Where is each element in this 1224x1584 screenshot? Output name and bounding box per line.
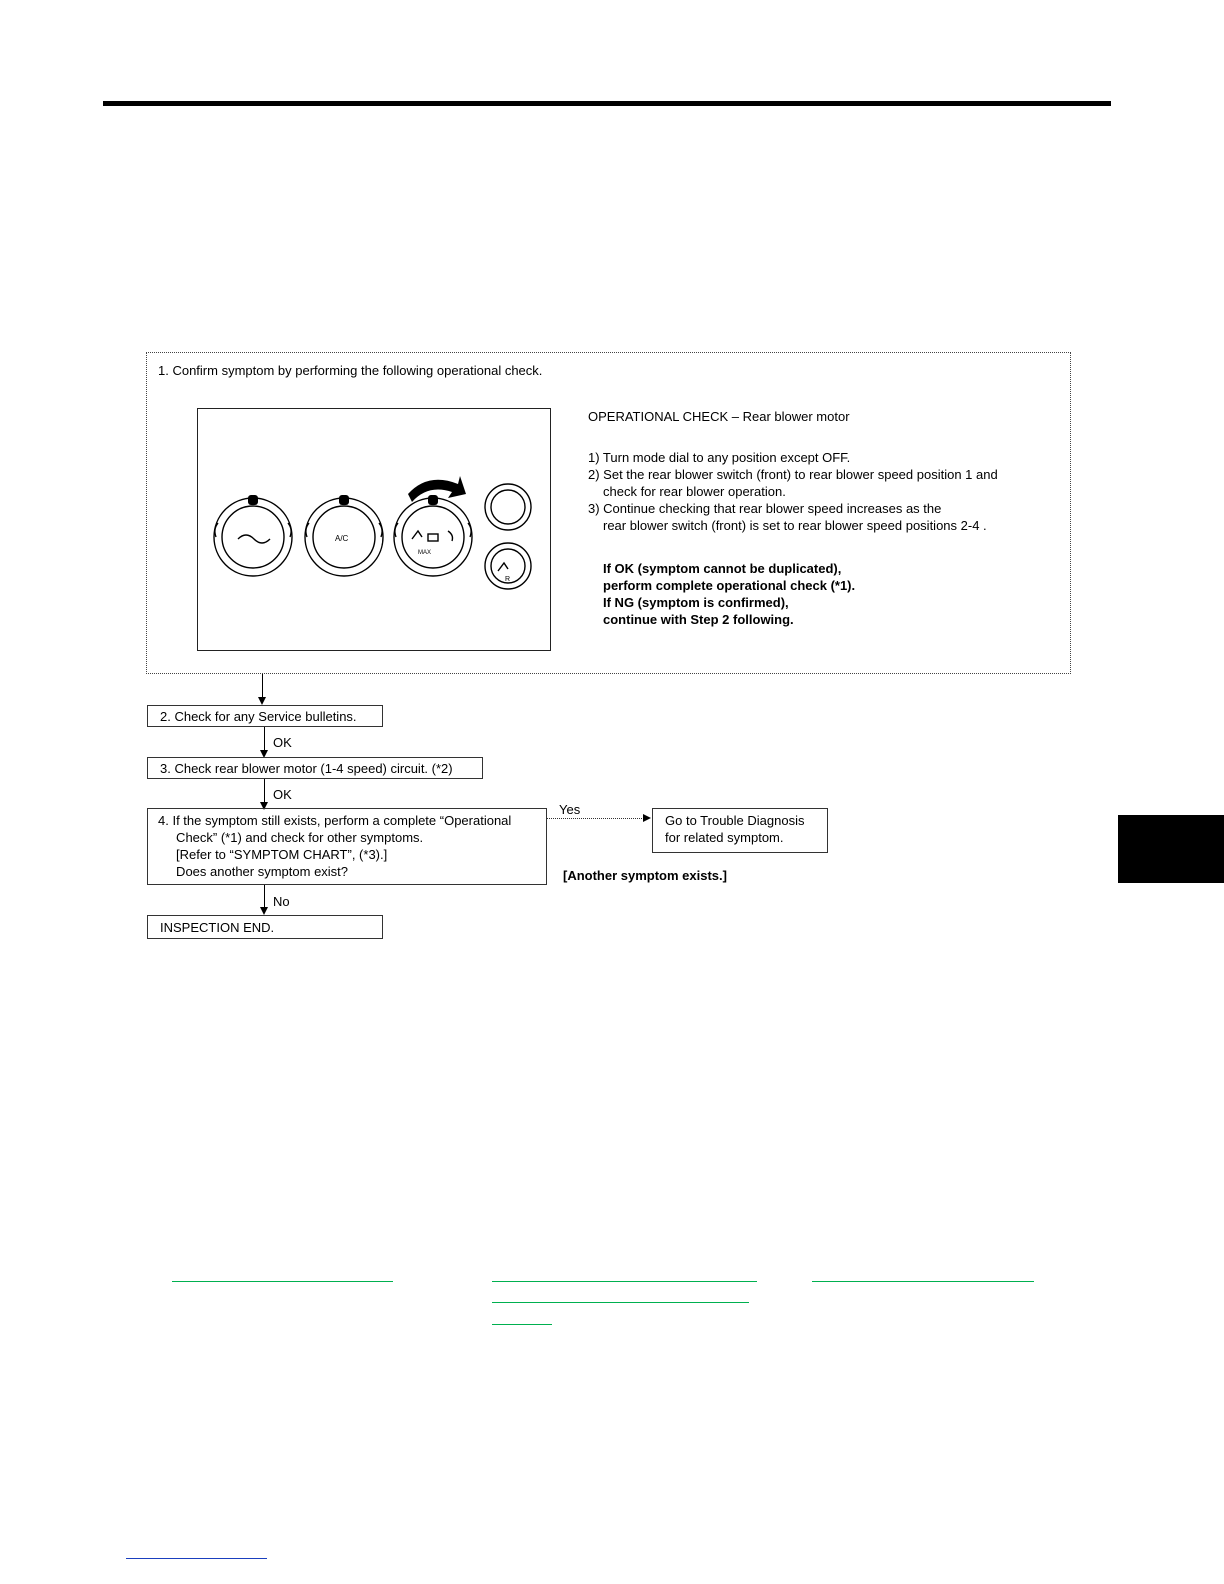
inspection-end-box bbox=[147, 915, 383, 939]
footer-link-3[interactable] bbox=[812, 1281, 1034, 1282]
ok-label-2: OK bbox=[273, 787, 292, 802]
yes-label: Yes bbox=[559, 802, 581, 817]
step3-text: 3. Check rear blower motor (1-4 speed) circuit. (*2) bbox=[160, 761, 453, 776]
mode-dial-outer bbox=[394, 498, 472, 576]
arrowhead-4-end bbox=[260, 907, 268, 915]
step1-heading: 1. Confirm symptom by performing the following operational check. bbox=[158, 363, 543, 378]
ac-label: A/C bbox=[335, 534, 349, 543]
trouble-line-2: for related symptom. bbox=[665, 830, 784, 845]
op-step-1: 1) Turn mode dial to any position except OFF. bbox=[588, 450, 851, 465]
header-rule bbox=[103, 101, 1111, 106]
ok-label-1: OK bbox=[273, 735, 292, 750]
footer-link-2-line2[interactable] bbox=[492, 1302, 749, 1303]
step4-line-4: Does another symptom exist? bbox=[158, 864, 349, 879]
op-step-3-cont: rear blower switch (front) is set to rear blower speed positions 2-4 . bbox=[603, 518, 987, 533]
r-label: R bbox=[505, 576, 511, 583]
footer-link-2-line3[interactable] bbox=[492, 1324, 552, 1325]
result-line-4: continue with Step 2 following. bbox=[603, 612, 794, 627]
op-step-2: 2) Set the rear blower switch (front) to rear blower speed position 1 and bbox=[588, 467, 998, 482]
result-line-2: perform complete operational check (*1). bbox=[603, 578, 856, 593]
yes-connector bbox=[547, 818, 644, 819]
step4-line-1: 4. If the symptom still exists, perform a complete “Operational bbox=[158, 813, 512, 828]
step4-line-3: [Refer to “SYMPTOM CHART”, (*3).] bbox=[158, 847, 388, 862]
section-tab bbox=[1118, 815, 1224, 883]
trouble-diagnosis-box bbox=[652, 808, 828, 853]
footer-link-2[interactable] bbox=[492, 1281, 757, 1282]
op-step-3: 3) Continue checking that rear blower speed increases as the bbox=[588, 501, 942, 516]
connector-1-2 bbox=[262, 674, 263, 698]
result-line-1: If OK (symptom cannot be duplicated), bbox=[603, 561, 842, 576]
dials-drawing bbox=[198, 409, 550, 650]
arrowhead-1-2 bbox=[258, 697, 266, 705]
rear-dial-top bbox=[485, 484, 531, 530]
connector-2-3 bbox=[264, 727, 265, 751]
max-label: MAX bbox=[418, 550, 432, 556]
op-step-2-cont: check for rear blower operation. bbox=[603, 484, 786, 499]
fan-dial-outer bbox=[214, 498, 292, 576]
control-panel-illustration bbox=[197, 408, 551, 651]
step4-line-2: Check” (*1) and check for other symptoms. bbox=[158, 830, 424, 845]
step3-box bbox=[147, 757, 483, 779]
result-line-3: If NG (symptom is confirmed), bbox=[603, 595, 789, 610]
footer-link-1[interactable] bbox=[172, 1281, 393, 1282]
step2-text: 2. Check for any Service bulletins. bbox=[160, 709, 357, 724]
yes-arrowhead bbox=[643, 814, 651, 822]
operational-check-title: OPERATIONAL CHECK – Rear blower motor bbox=[588, 409, 850, 424]
step4-box bbox=[147, 808, 547, 885]
connector-4-end bbox=[264, 885, 265, 908]
step2-box bbox=[147, 705, 383, 727]
another-symptom-label: [Another symptom exists.] bbox=[563, 868, 727, 883]
inspection-end-text: INSPECTION END. bbox=[160, 920, 275, 935]
bottom-nav-link[interactable] bbox=[126, 1558, 267, 1559]
no-label: No bbox=[273, 894, 290, 909]
trouble-line-1: Go to Trouble Diagnosis bbox=[665, 813, 805, 828]
connector-3-4 bbox=[264, 779, 265, 803]
